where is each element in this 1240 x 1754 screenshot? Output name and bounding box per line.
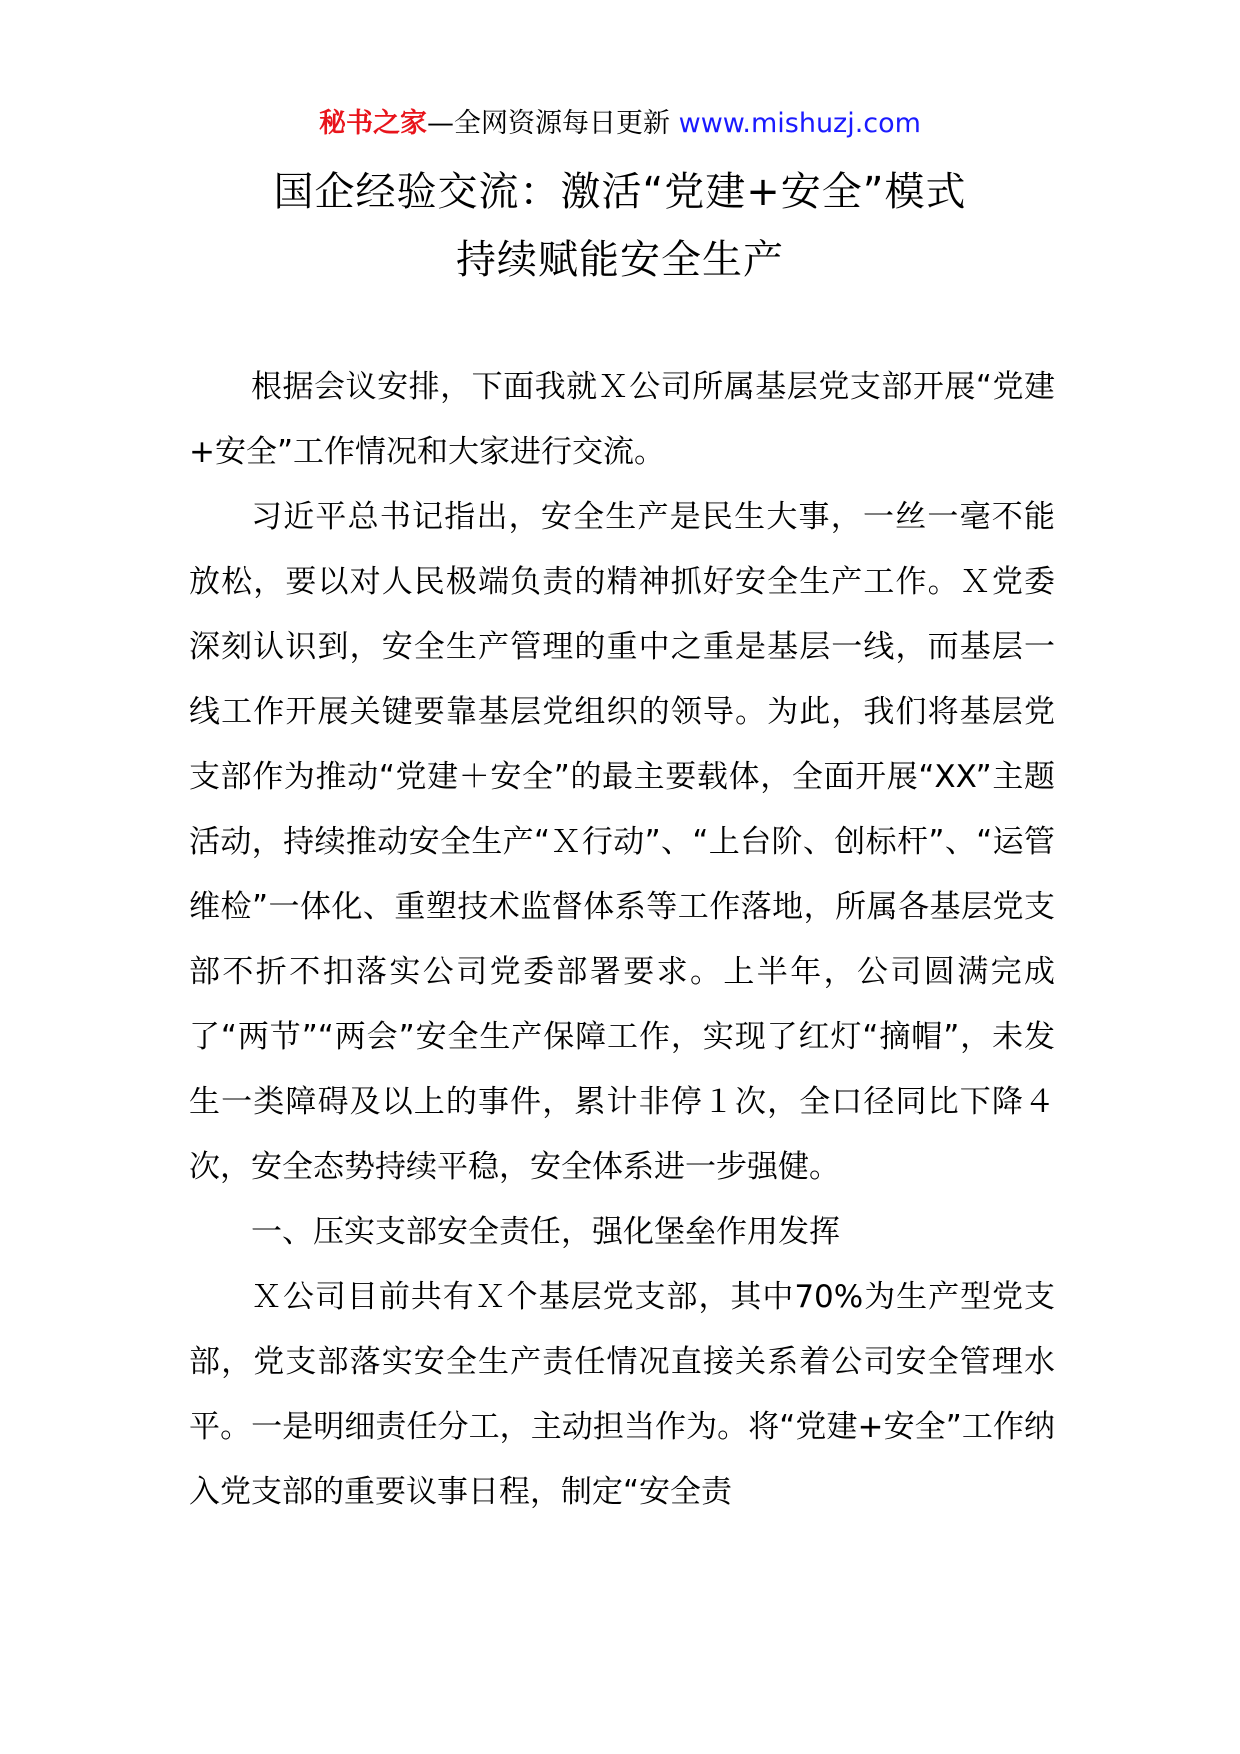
banner-slogan: —全网资源每日更新 <box>427 108 679 139</box>
paragraph-intro: 根据会议安排，下面我就Ｘ公司所属基层党支部开展“党建+安全”工作情况和大家进行交流。 <box>189 369 1055 470</box>
banner-brand: 秘书之家 <box>319 108 428 139</box>
banner-url-link[interactable]: www.mishuzj.com <box>678 108 921 139</box>
document-title-line-1: 国企经验交流：激活“党建+安全”模式 <box>273 169 967 215</box>
section-heading-1: 一、压实支部安全责任，强化堡垒作用发挥 <box>251 1214 840 1250</box>
paragraph-background: 习近平总书记指出，安全生产是民生大事，一丝一毫不能放松，要以对人民极端负责的精神抓好安全生产工作。Ｘ党委深刻认识到，安全生产管理的重中之重是基层一线，而基层一线工作开展关键要靠基层党组织的领导。为此，我们将基层党支部作为推动“党建＋安全”的最主要载体，全面开展“XX”主题活动，持续推动安全生产“Ｘ行动”、“上台阶、创标杆”、“运管维检”一体化、重塑技术监督体系等工作落地，所属各基层党支部不折不扣落实公司党委部署要求。上半年，公司圆满完成了“两节”“两会”安全生产保障工作，实现了红灯“摘帽”，未发生一类障碍及以上的事件，累计非停１次，全口径同比下降４次，安全态势持续平稳，安全体系进一步强健。 <box>189 499 1055 1185</box>
document-body <box>189 355 1055 1525</box>
paragraph-section-1: Ｘ公司目前共有Ｘ个基层党支部，其中70%为生产型党支部，党支部落实安全生产责任情况直接关系着公司安全管理水平。一是明细责任分工，主动担当作为。将“党建+安全”工作纳入党支部的重要议事日程，制定“安全责 <box>189 1279 1055 1510</box>
site-banner <box>0 104 1240 144</box>
document-title-line-2: 持续赋能安全生产 <box>456 237 784 283</box>
